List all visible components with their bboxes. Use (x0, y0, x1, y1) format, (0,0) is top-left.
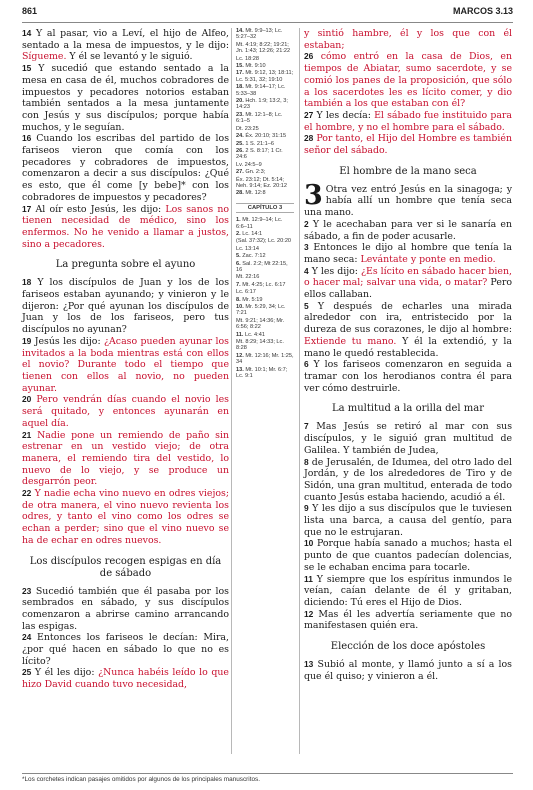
cross-reference-entry: Lc. 6:17 (236, 289, 256, 296)
cross-reference-entry: 2. Lc. 14:1 (236, 230, 263, 237)
cross-reference-entry: Éx. 23:12; Dt. 5:14; Neh. 9:14; Ez. 20:12 (236, 176, 287, 189)
chapter-3-label: CAPÍTULO 3 (236, 203, 294, 213)
verse-3-12: 12 Mas él les advertía seriamente que no manifestasen quién era. (304, 608, 513, 632)
verse-3-8: 8 de Jerusalén, de Idumea, del otro lado del Jordán, y de los alrededores de Tiro y de Sidón, una gran multitud, enterada de todo cuanto Jesús estaba haciendo, acudió a él. (304, 456, 512, 503)
cross-reference-entry: (Sal. 37:32); Lc. 20:20 (236, 238, 292, 245)
cross-reference-entry: 13. Mt. 10:1; Mr. 6:7; Lc. 9:1 (236, 366, 288, 380)
page-header (22, 6, 513, 20)
header-rule (22, 22, 513, 23)
cross-reference-list (236, 28, 294, 197)
page-number: 861 (22, 6, 38, 16)
verse-3-13: 13 Subió al monte, y llamó junto a sí a los que él quiso; y vinieron a él. (304, 659, 512, 682)
verse-3-6: 6 Y los fariseos comenzaron en seguida a tramar con los herodianos contra él para ver cómo destruirle. (304, 359, 512, 394)
cross-reference-entry: 24. Éx. 20:10; 31:15 (236, 133, 287, 140)
book-reference: MARCOS 3.13 (452, 6, 513, 16)
section-heading-sabbath-grain: Los discípulos recogen espigas en día de sábado (29, 555, 222, 579)
column-divider-right (299, 28, 300, 754)
cross-reference-entry: 17. Mt. 9:12, 13; 18:11; Lc. 5:31, 32; 19:10 (236, 70, 294, 83)
cross-reference-entry: Mt. 4:19; 8:22; 19:21; Jn. 1:43; 12:26; 21:22 (236, 41, 291, 55)
verse-21: 21 Nadie pone un remiendo de paño sin estrenar en un vestido viejo; de otra manera, el remiendo tira del vestido, lo nuevo de lo viejo, y se produce un desgarrón peor. (22, 429, 229, 488)
cross-reference-entry: 14. Mt. 9:9–13; Lc. 5:27–32 (236, 28, 283, 41)
verse-16: 16 Cuando los escribas del partido de los fariseos vieron que comía con los pecadores y cobradores de impuestos, comenzaron a decir a sus discípulos: ¿Qué es esto, que él come [y bebe]* con los cobradores de impuestos y pecadores? (22, 133, 229, 203)
verse-25-continued: y sintió hambre, él y los que con él estaban; (304, 28, 512, 51)
section-heading-twelve-apostles: Elección de los doce apóstoles (330, 641, 486, 653)
cross-reference-entry: 10. Mr. 5:29, 34; Lc. 7:21 (236, 304, 286, 317)
verse-18: 18 Y los discípulos de Juan y los de los fariseos estaban ayunando; y vinieron y le dijeron: ¿Por qué ayunan los discípulos de Juan y los de los fariseos, pero tus discípulos no ayunan? (22, 277, 230, 336)
verse-15: 15 Y sucedió que estando sentado a la mesa en casa de él, muchos cobradores de impuestos y pecadores notorios estaban también sentados a la mesa juntamente con Jesús y sus discípulos; porque había muchos, y le seguían. (22, 63, 229, 133)
cross-reference-entry: Mt. 22:16 (236, 274, 260, 281)
verse-3-11: 11 Y siempre que los espíritus inmundos le veían, caían delante de él y gritaban, diciendo: Tú eres el Hijo de Dios. (304, 573, 512, 608)
cross-reference-entry: Dt. 23:25 (236, 125, 259, 132)
cross-reference-entry: 7. Mt. 4:25; Lc. 6:17 (236, 281, 286, 288)
cross-reference-entry: Mt. 8:29; 14:33; Lc. 8:28 (236, 339, 284, 352)
cross-reference-entry: 12. Mt. 12:16; Mr. 1:25, 34 (236, 352, 294, 366)
cross-reference-entry: Mt. 9:21; 14:36; Mr. 6:56; 8:22 (236, 317, 285, 331)
section-heading-multitude: La multitud a la orilla del mar (331, 403, 485, 415)
verse-22: 22 Y nadie echa vino nuevo en odres viejos; de otra manera, el vino nuevo revienta los odres, y tanto el vino como los odres se echan a perder; sino que el vino nuevo se ha de echar en odres nuevos. (22, 488, 229, 546)
verse-3-3: 3 Entonces le dijo al hombre que tenía la mano seca: Levántate y ponte en medio. (304, 242, 512, 265)
cross-reference-entry: 18. Mt. 9:14–17; Lc. 5:33–38 (236, 84, 286, 97)
verse-20: 20 Pero vendrán días cuando el novio les será quitado, y entonces ayunarán en aquel día. (22, 394, 229, 429)
column-divider-left (231, 28, 232, 754)
cross-reference-column (236, 28, 294, 381)
verse-3-2: 2 Y le acechaban para ver si le sanaría en sábado, a fin de poder acusarle. (304, 218, 512, 242)
cross-reference-entry: 28. Mt. 12:8 (236, 190, 266, 197)
verse-3-10: 10 Porque había sanado a muchos; hasta el punto de que cuantos padecían dolencias, se le echaban encima para tocarle. (304, 538, 513, 573)
chapter-3-verse-1: 3 Otra vez entró Jesús en la sinagoga; y había allí un hombre que tenía seca una mano. (304, 179, 512, 219)
verse-23: 23 Sucedió también que él pasaba por los sembrados en sábado, y sus discípulos comenzaron a abrirse camino arrancando las espigas. (22, 585, 229, 632)
cross-reference-entry: 27. Gn. 2:3; (236, 169, 266, 176)
cross-reference-entry: Lc. 13:14 (236, 245, 260, 252)
section-heading-withered-hand: El hombre de la mano seca (339, 165, 477, 177)
verse-3-4: 4 Y les dijo: ¿Es lícito en sábado hacer bien, o hacer mal; salvar una vida, o matar? Pero ellos callaban. (304, 265, 512, 301)
verse-26: 26 cómo entró en la casa de Dios, en tiempos de Abiatar, sumo sacerdote, y se comió los panes de la proposición, que sólo a los sacerdotes les es lícito comer, y dio también a los que estaban con él? (304, 51, 512, 110)
text-column-left (22, 28, 229, 691)
text-column-right (304, 28, 512, 682)
cross-reference-entry: 6. Sal. 2:2; Mt 22:15, 16 (236, 260, 288, 273)
verse-3-7: 7 Mas Jesús se retiró al mar con sus discípulos, y le siguió gran multitud de Galilea. Y también de Judea, (304, 421, 513, 456)
cross-reference-entry: Lv. 24:5–9 (236, 161, 262, 168)
cross-reference-entry: 25. 1 S. 21:1–6 (236, 140, 274, 147)
verse-24: 24 Entonces los fariseos le decían: Mira, ¿por qué hacen en sábado lo que no es lícito? (22, 632, 230, 667)
cross-reference-entry: 8. Mr. 5:19 (236, 296, 263, 303)
cross-reference-entry: Lc. 18:28 (236, 55, 260, 62)
verse-17: 17 Al oír esto Jesús, les dijo: Los sanos no tienen necesidad de médico, sino los enfermos. No he venido a llamar a justos, sino a pecadores. (22, 203, 229, 250)
verse-19: 19 Jesús les dijo: ¿Acaso pueden ayunar los invitados a la boda mientras está con ellos el novio? Durante todo el tiempo que tienen con ellos al novio, no pueden ayunar. (22, 335, 229, 394)
verse-3-9: 9 Y les dijo a sus discípulos que le tuviesen lista una barca, a causa del gentío, para que no le estrujaran. (304, 503, 513, 538)
cross-reference-entry: 26. 2 S. 8:17; 1 Cr. 24:6 (236, 147, 283, 161)
cross-reference-entry: 20. Hch. 1:9; 13:2, 3; 14:23 (236, 98, 288, 111)
cross-reference-entry: 23. Mt. 12:1–8; Lc. 6:1–5 (236, 111, 283, 125)
section-heading-fasting: La pregunta sobre el ayuno (55, 259, 196, 271)
verse-28: 28 Por tanto, el Hijo del Hombre es también señor del sábado. (304, 133, 512, 157)
cross-reference-entry: 15. Mt. 9:10 (236, 63, 266, 70)
cross-reference-entry: 1. Mt. 12:9–14; Lc. 6:6–11 (236, 217, 283, 230)
chapter-number: 3 (304, 179, 323, 211)
verse-14: 14 Y al pasar, vio a Leví, el hijo de Alfeo, sentado a la mesa de impuestos, y le dijo: Sígueme. Y él se levantó y le siguió. (22, 28, 229, 63)
cross-reference-entry: 11. Lc. 4:41 (236, 331, 265, 338)
verse-3-5: 5 Y después de echarles una mirada alrededor con ira, entristecido por la dureza de sus corazones, le dijo al hombre: Extiende tu mano. Y él la extendió, y la mano le quedó restablecida. (304, 300, 512, 359)
footnote: *Los corchetes indican pasajes omitidos por algunos de los principales manuscritos. (22, 773, 513, 783)
cross-reference-entry: 5. Zac. 7:12 (236, 253, 266, 260)
verse-27: 27 Y les decía: El sábado fue instituido para el hombre, y no el hombre para el sábado. (304, 109, 512, 133)
verse-25: 25 Y él les dijo: ¿Nunca habéis leído lo que hizo David cuando tuvo necesidad, (22, 667, 229, 691)
cross-reference-list-ch3 (236, 217, 294, 379)
